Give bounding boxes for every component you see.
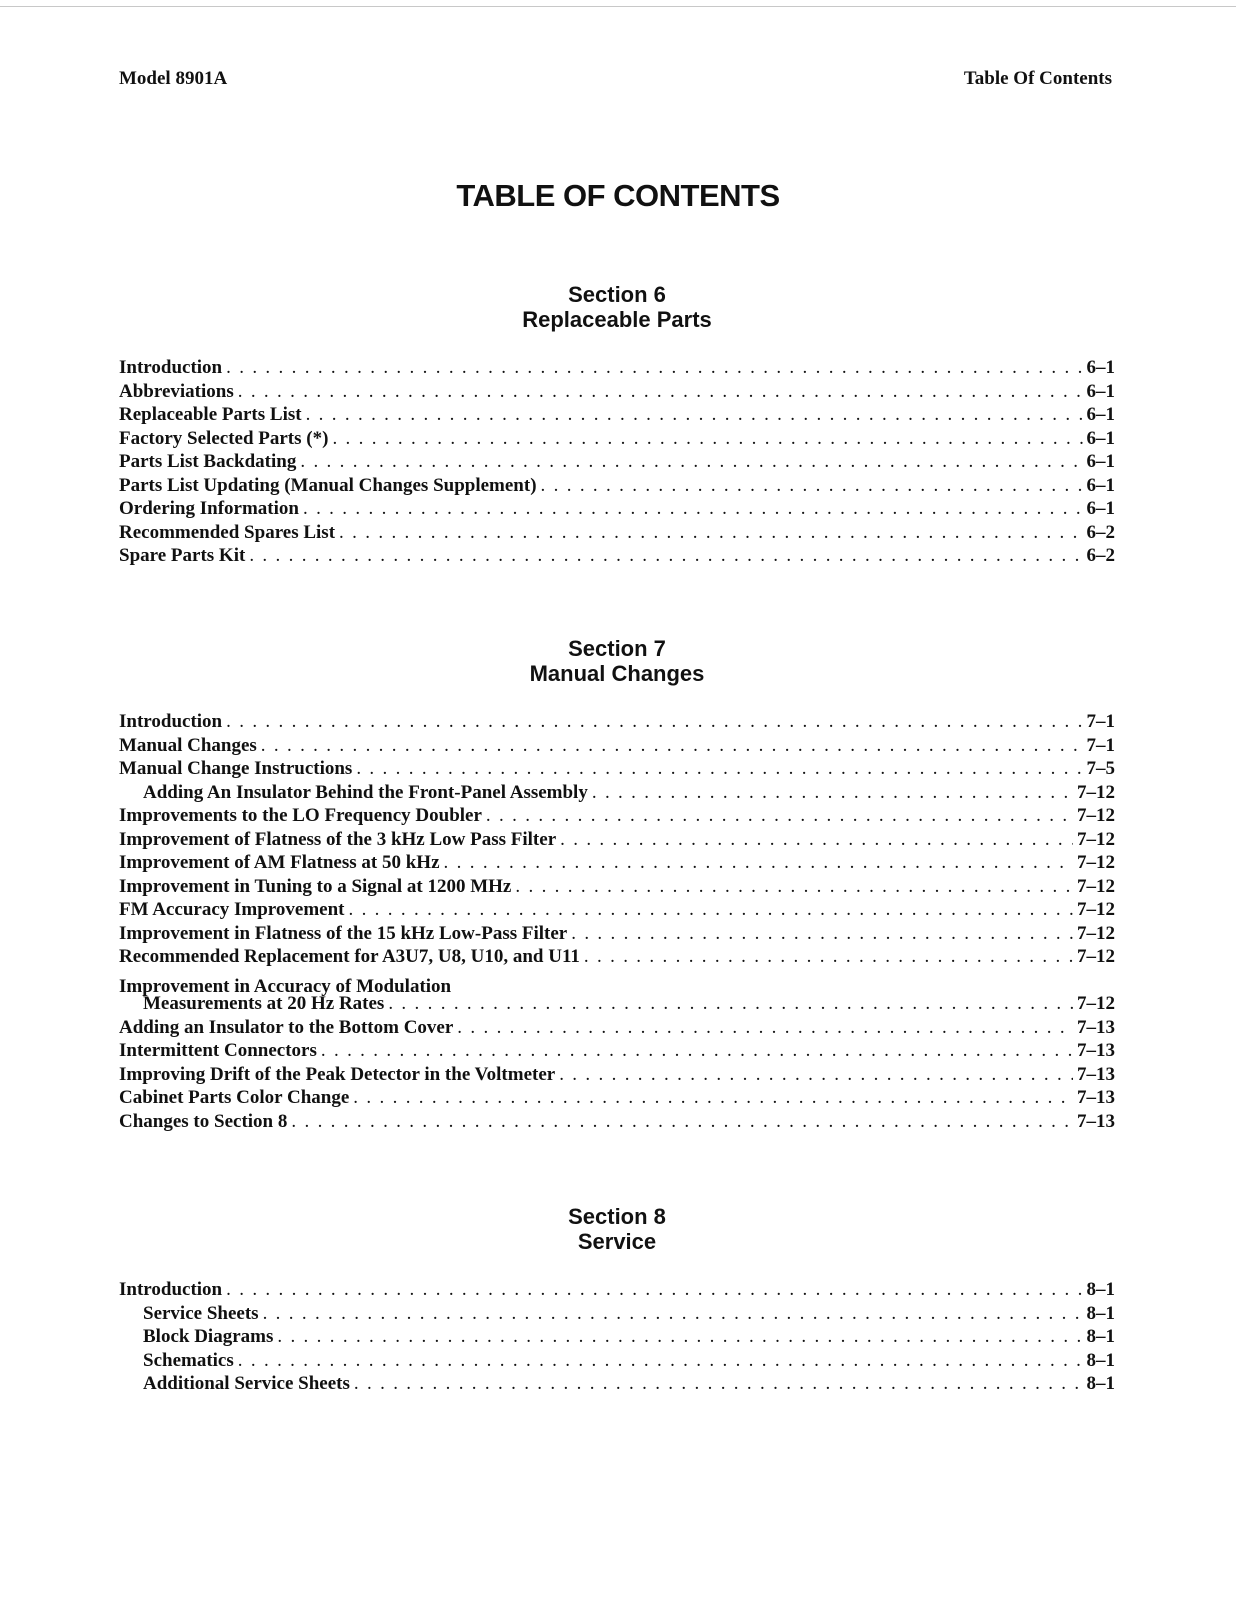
toc-entry-page: 7–12	[1077, 805, 1115, 826]
dot-leader	[226, 356, 1082, 380]
dot-leader	[584, 945, 1073, 969]
dot-leader	[306, 403, 1083, 427]
dot-leader	[291, 1110, 1073, 1134]
dot-leader	[277, 1325, 1082, 1349]
toc-entry-page: 7–13	[1077, 1087, 1115, 1108]
dot-leader	[348, 898, 1073, 922]
toc-entry	[119, 1372, 1115, 1396]
dot-leader	[321, 1039, 1073, 1063]
toc-entry	[119, 1278, 1115, 1302]
toc-entry-title: Additional Service Sheets	[143, 1373, 350, 1394]
toc-entry	[119, 922, 1115, 946]
toc-entry-title: Improvement of Flatness of the 3 kHz Low Pass Filter	[119, 828, 557, 850]
dot-leader	[560, 828, 1073, 852]
toc-entry	[119, 734, 1115, 758]
toc-entry	[119, 898, 1115, 922]
top-rule	[0, 6, 1236, 7]
toc-entry-page: 6–1	[1086, 498, 1115, 519]
toc-entry-title: Manual Changes	[119, 734, 257, 756]
toc-entry-title: Introduction	[119, 1279, 223, 1300]
section-name: Replaceable Parts	[522, 307, 712, 332]
toc-entry-page: 7–13	[1077, 1040, 1115, 1061]
toc-entry-title: Abbreviations	[119, 380, 234, 402]
toc-entry-title: Factory Selected Parts (*)	[119, 427, 329, 449]
dot-leader	[541, 474, 1083, 498]
toc-entry-title: Adding An Insulator Behind the Front-Panel Assembly	[143, 781, 588, 803]
toc-entry	[119, 757, 1115, 781]
toc-entry-page: 7–12	[1077, 993, 1115, 1014]
dot-leader	[238, 1349, 1083, 1373]
toc-entry	[119, 804, 1115, 828]
toc-entry	[119, 544, 1115, 568]
toc-list	[119, 710, 1115, 1133]
toc-entry	[119, 474, 1115, 498]
toc-list	[119, 1278, 1115, 1396]
dot-leader	[226, 1278, 1082, 1302]
toc-list	[119, 356, 1115, 568]
toc-entry	[119, 521, 1115, 545]
toc-entry	[119, 1110, 1115, 1134]
section-heading	[119, 282, 1115, 332]
dot-leader	[249, 544, 1082, 568]
section-name: Manual Changes	[529, 661, 705, 686]
toc-entry	[119, 380, 1115, 404]
toc-entry-page: 7–12	[1077, 946, 1115, 967]
toc-entry-title: Improvement in Tuning to a Signal at 1200 MHz	[119, 875, 512, 897]
section-number: Section 7	[568, 636, 666, 661]
toc-entry-page: 7–5	[1086, 758, 1115, 779]
dot-leader	[303, 497, 1083, 521]
dot-leader	[515, 875, 1073, 899]
toc-entry	[119, 1086, 1115, 1110]
toc-entry-title: Adding an Insulator to the Bottom Cover	[119, 1016, 454, 1038]
toc-entry	[119, 851, 1115, 875]
toc-entry-title: Introduction	[119, 357, 223, 378]
dot-leader	[457, 1016, 1073, 1040]
dot-leader	[300, 450, 1082, 474]
toc-entry-title: Improvement of AM Flatness at 50 kHz	[119, 852, 440, 873]
dot-leader	[238, 380, 1083, 404]
dot-leader	[388, 992, 1073, 1016]
toc-entry	[119, 1039, 1115, 1063]
dot-leader	[339, 521, 1082, 545]
dot-leader	[226, 710, 1082, 734]
toc-entry-page: 6–1	[1086, 380, 1115, 402]
dot-leader	[261, 734, 1083, 758]
section-6	[119, 282, 1115, 568]
dot-leader	[559, 1063, 1073, 1087]
toc-entry	[119, 427, 1115, 451]
toc-entry-page: 6–1	[1086, 451, 1115, 472]
toc-entry	[119, 710, 1115, 734]
section-heading	[119, 636, 1115, 686]
toc-entry-title: Improvement in Flatness of the 15 kHz Low-Pass Filter	[119, 922, 568, 944]
running-head-model: Model 8901A	[119, 68, 228, 89]
running-head-title: Table Of Contents	[963, 68, 1112, 89]
dot-leader	[571, 922, 1073, 946]
toc-entry-page: 7–13	[1077, 1110, 1115, 1132]
section-name: Service	[577, 1229, 657, 1254]
toc-entry-title: Ordering Information	[119, 498, 299, 519]
toc-entry	[119, 945, 1115, 969]
toc-entry-title: Block Diagrams	[143, 1326, 274, 1347]
toc-entry-title: Manual Change Instructions	[119, 758, 353, 779]
toc-entry-page: 8–1	[1086, 1279, 1115, 1300]
toc-entry	[119, 875, 1115, 899]
toc-entry-title: Introduction	[119, 711, 223, 732]
toc-entry	[119, 828, 1115, 852]
toc-entry-page: 8–1	[1086, 1373, 1115, 1394]
toc-entry-title: FM Accuracy Improvement	[119, 899, 345, 920]
dot-leader	[444, 851, 1073, 875]
toc-entry	[119, 450, 1115, 474]
toc-entry-title: Spare Parts Kit	[119, 545, 246, 566]
toc-entry-page: 7–12	[1077, 875, 1115, 897]
toc-entry-title: Changes to Section 8	[119, 1110, 288, 1132]
toc-entry	[119, 356, 1115, 380]
section-number: Section 8	[568, 1204, 666, 1229]
toc-entry-page: 7–12	[1077, 781, 1115, 803]
toc-entry	[119, 1302, 1115, 1326]
dot-leader	[353, 1086, 1073, 1110]
toc-entry	[119, 403, 1115, 427]
section-heading	[119, 1204, 1115, 1254]
dot-leader	[354, 1372, 1083, 1396]
section-7	[119, 636, 1115, 1133]
toc-entry-title: Service Sheets	[143, 1302, 259, 1324]
toc-entry-page: 7–1	[1086, 734, 1115, 756]
toc-entry-title: Improving Drift of the Peak Detector in the Voltmeter	[119, 1063, 556, 1085]
toc-entry-title: Improvement in Accuracy of Modulation	[119, 976, 452, 997]
toc-entry-page: 6–2	[1086, 545, 1115, 566]
section-number: Section 6	[568, 282, 666, 307]
toc-entry-page: 6–1	[1086, 427, 1115, 449]
toc-entry-title: Recommended Spares List	[119, 521, 336, 543]
toc-entry-page: 6–1	[1086, 474, 1115, 496]
toc-entry-page: 7–12	[1077, 922, 1115, 944]
toc-entry	[119, 497, 1115, 521]
toc-entry-page: 7–1	[1086, 711, 1115, 732]
toc-entry-title: Replaceable Parts List	[119, 404, 302, 425]
toc-entry	[119, 781, 1115, 805]
toc-entry-title: Measurements at 20 Hz Rates	[143, 993, 385, 1014]
dot-leader	[592, 781, 1073, 805]
toc-entry-title: Parts List Backdating	[119, 451, 297, 472]
toc-entry-page: 7–13	[1077, 1016, 1115, 1038]
page-title: TABLE OF CONTENTS	[456, 178, 780, 213]
toc-entry-page: 7–13	[1077, 1063, 1115, 1085]
toc-entry-page: 6–1	[1086, 357, 1115, 378]
dot-leader	[455, 969, 1111, 993]
toc-entry-page: 7–12	[1077, 899, 1115, 920]
toc-entry	[119, 1063, 1115, 1087]
toc-entry	[119, 1016, 1115, 1040]
toc-entry-title: Schematics	[143, 1349, 234, 1371]
dot-leader	[356, 757, 1082, 781]
section-8	[119, 1204, 1115, 1396]
toc-entry-page: 8–1	[1086, 1349, 1115, 1371]
toc-entry-page: 8–1	[1086, 1326, 1115, 1347]
toc-entry-title: Improvements to the LO Frequency Doubler	[119, 805, 482, 826]
toc-entry	[119, 969, 1115, 997]
toc-entry-page: 6–1	[1086, 404, 1115, 425]
toc-entry	[119, 1325, 1115, 1349]
toc-entry	[119, 1349, 1115, 1373]
toc-entry-page: 6–2	[1086, 521, 1115, 543]
dot-leader	[263, 1302, 1083, 1326]
toc-entry-page: 7–12	[1077, 828, 1115, 850]
dot-leader	[332, 427, 1082, 451]
toc-entry-page: 7–12	[1077, 852, 1115, 873]
dot-leader	[486, 804, 1073, 828]
toc-entry-title: Intermittent Connectors	[119, 1040, 317, 1061]
toc-entry-page: 8–1	[1086, 1302, 1115, 1324]
toc-entry-title: Recommended Replacement for A3U7, U8, U10, and U11	[119, 946, 580, 967]
toc-entry-title: Parts List Updating (Manual Changes Supplement)	[119, 474, 537, 496]
toc-entry	[119, 992, 1115, 1016]
toc-entry-title: Cabinet Parts Color Change	[119, 1087, 350, 1108]
